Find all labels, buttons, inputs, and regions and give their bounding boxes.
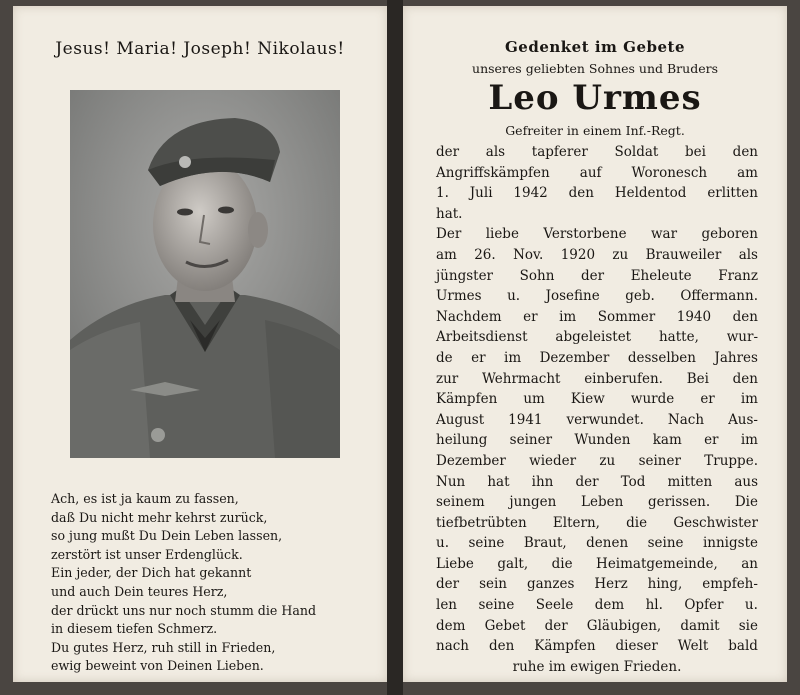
body-line: Nun hat ihn der Tod mitten aus: [436, 473, 758, 490]
body-line: de er im Dezember desselben Jahres: [436, 349, 758, 366]
body-line: zur Wehrmacht einberufen. Bei den: [436, 370, 758, 387]
remembrance-subheading: unseres geliebten Sohnes und Bruders: [472, 61, 718, 76]
military-rank: Gefreiter in einem Inf.-Regt.: [505, 123, 685, 138]
body-line: Liebe galt, die Heimatgemeinde, an: [436, 555, 758, 572]
body-line: hat.: [436, 205, 463, 222]
body-line: heilung seiner Wunden kam er im: [436, 432, 758, 449]
body-line: 1. Juli 1942 den Heldentod erlitten: [436, 185, 758, 202]
poem-line: Ach, es ist ja kaum zu fassen,: [51, 491, 239, 506]
portrait-image: [70, 90, 340, 458]
body-line: der als tapferer Soldat bei den: [436, 144, 758, 160]
body-line: Arbeitsdienst abgeleistet hatte, wur-: [436, 329, 758, 346]
body-line: Dezember wieder zu seiner Truppe.: [436, 452, 758, 469]
deceased-name: Leo Urmes: [488, 78, 702, 118]
body-line: jüngster Sohn der Eheleute Franz: [436, 267, 758, 284]
poem-line: Du gutes Herz, ruh still in Frieden,: [51, 639, 276, 655]
remembrance-heading: Gedenket im Gebete: [504, 38, 686, 56]
poem-line: und auch Dein teures Herz,: [51, 583, 228, 599]
body-line: len seine Seele dem hl. Opfer u.: [436, 597, 758, 614]
body-line: Angriffskämpfen auf Woronesch am: [436, 164, 758, 181]
right-card: [403, 6, 787, 682]
body-line: Kämpfen um Kiew wurde er im: [436, 391, 758, 408]
body-line: ruhe im ewigen Frieden.: [512, 658, 682, 675]
biography-text: [436, 142, 758, 677]
soldier-portrait-photo: [70, 90, 340, 458]
poem-line: Ein jeder, der Dich hat gekannt: [51, 565, 252, 581]
invocation-heading: Jesus! Maria! Joseph! Nikolaus!: [55, 39, 345, 59]
body-line: nach den Kämpfen dieser Welt bald: [436, 638, 758, 655]
poem-line: in diesem tiefen Schmerz.: [51, 621, 218, 637]
body-line: der sein ganzes Herz hing, empfeh-: [436, 576, 758, 593]
poem-line: der drückt uns nur noch stumm die Hand: [51, 602, 317, 618]
poem-line: ewig beweint von Deinen Lieben.: [51, 658, 264, 674]
body-line: dem Gebet der Gläubigen, damit sie: [436, 617, 758, 634]
body-line: Urmes u. Josefine geb. Offermann.: [436, 288, 758, 305]
card-divider: [387, 0, 403, 695]
poem-line: zerstört ist unser Erdenglück.: [51, 546, 243, 562]
poem-line: so jung mußt Du Dein Leben lassen,: [51, 528, 283, 544]
body-line: Nachdem er im Sommer 1940 den: [436, 308, 758, 325]
poem-line: daß Du nicht mehr kehrst zurück,: [51, 509, 268, 525]
body-line: u. seine Braut, denen seine innigste: [436, 535, 758, 552]
body-line: Der liebe Verstorbene war geboren: [436, 226, 758, 243]
body-line: tiefbetrübten Eltern, die Geschwister: [436, 514, 758, 531]
body-line: am 26. Nov. 1920 zu Brauweiler als: [436, 246, 758, 263]
memorial-poem: [51, 490, 371, 676]
body-line: August 1941 verwundet. Nach Aus-: [436, 411, 758, 428]
left-card: [13, 6, 387, 682]
body-line: seinem jungen Leben gerissen. Die: [436, 494, 758, 511]
